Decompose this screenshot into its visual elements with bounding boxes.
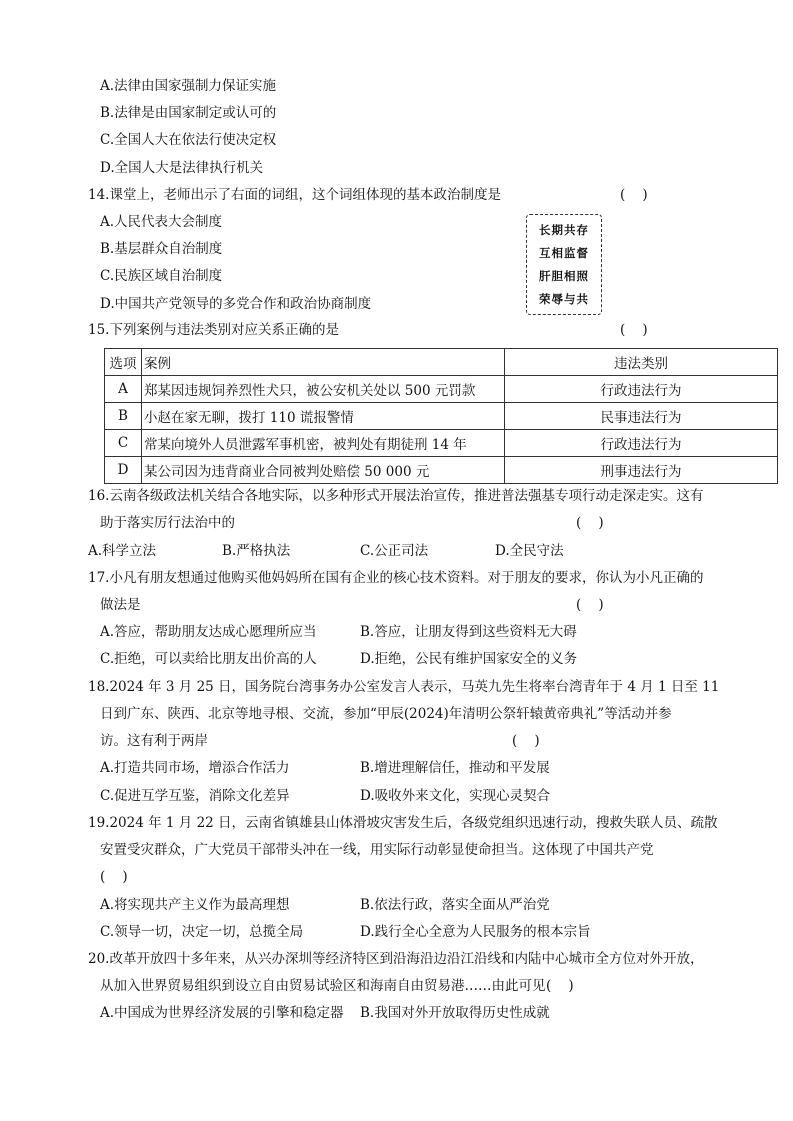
q17-option-a: A.答应，帮助朋友达成心愿理所应当 — [100, 624, 317, 640]
table-row — [105, 403, 778, 430]
q13-option-a: A.法律由国家强制力保证实施 — [100, 78, 277, 94]
q18-option-c: C.促进互学互鉴，消除文化差异 — [100, 788, 290, 804]
q15-stem: 15.下列案例与违法类别对应关系正确的是 — [88, 322, 339, 338]
table-header-row — [105, 349, 778, 376]
q17-option-c: C.拒绝，可以卖给比朋友出价高的人 — [100, 651, 317, 667]
row-category: 民事违法行为 — [505, 403, 778, 430]
q19-answer-paren: ( ) — [100, 869, 128, 885]
q16-answer-paren: ( ) — [576, 515, 604, 531]
q16-stem-line2: 助于落实厉行法治中的 — [100, 515, 235, 531]
q17-option-d: D.拒绝，公民有维护国家安全的义务 — [360, 651, 578, 667]
q20-option-a: A.中国成为世界经济发展的引擎和稳定器 — [100, 1005, 344, 1021]
q17-option-b: B.答应，让朋友得到这些资料无大碍 — [360, 624, 577, 640]
q19-option-d: D.践行全心全意为人民服务的根本宗旨 — [360, 924, 591, 940]
row-option: D — [105, 457, 142, 484]
q19-option-c: C.领导一切，决定一切，总揽全局 — [100, 924, 304, 940]
phrase-2: 互相监督 — [539, 246, 589, 260]
table-row — [105, 376, 778, 403]
q20-option-b: B.我国对外开放取得历史性成就 — [360, 1005, 550, 1021]
row-category: 行政违法行为 — [505, 430, 778, 457]
row-case: 小赵在家无聊，拨打 110 谎报警情 — [142, 403, 505, 430]
q17-answer-paren: ( ) — [576, 597, 604, 613]
q20-stem-line1: 20.改革开放四十多年来，从兴办深圳等经济特区到沿海沿边沿江沿线和内陆中心城市全方位对外开放， — [88, 951, 704, 967]
header-case: 案例 — [142, 349, 505, 376]
q14-stem: 14.课堂上，老师出示了右面的词组，这个词组体现的基本政治制度是 — [88, 187, 501, 203]
q16-option-c: C.公正司法 — [360, 543, 429, 559]
q18-option-b: B.增进理解信任，推动和平发展 — [360, 760, 550, 776]
q14-answer-paren: ( ) — [620, 187, 648, 203]
q16-option-b: B.严格执法 — [222, 543, 291, 559]
row-category: 刑事违法行为 — [505, 457, 778, 484]
q13-option-d: D.全国人大是法律执行机关 — [100, 160, 264, 176]
header-option: 选项 — [105, 349, 142, 376]
q20-answer-paren: ( ) — [546, 978, 574, 994]
row-case: 常某向境外人员泄露军事机密，被判处有期徒刑 14 年 — [142, 430, 505, 457]
q19-stem-line2: 安置受灾群众，广大党员干部带头冲在一线，用实际行动彰显使命担当。这体现了中国共产党 — [100, 842, 654, 858]
q16-option-d: D.全民守法 — [495, 543, 564, 559]
q19-stem-line1: 19.2024 年 1 月 22 日，云南省镇雄县山体滑坡灾害发生后，各级党组织迅速行动，搜救失联人员、疏散 — [88, 815, 718, 831]
q14-phrase-box — [526, 214, 602, 315]
q16-stem-line1: 16.云南各级政法机关结合各地实际，以多种形式开展法治宣传，推进普法强基专项行动走深走实。这有 — [88, 488, 704, 504]
row-case: 郑某因违规饲养烈性犬只，被公安机关处以 500 元罚款 — [142, 376, 505, 403]
q20-stem-line2: 从加入世界贸易组织到设立自由贸易试验区和海南自由贸易港……由此可见 — [100, 978, 546, 994]
q14-option-d: D.中国共产党领导的多党合作和政治协商制度 — [100, 296, 372, 312]
q14-option-b: B.基层群众自治制度 — [100, 241, 223, 257]
q18-stem-line3: 访。这有利于两岸 — [100, 733, 208, 749]
q19-option-a: A.将实现共产主义作为最高理想 — [100, 897, 290, 913]
q14-option-c: C.民族区域自治制度 — [100, 268, 223, 284]
q13-option-b: B.法律是由国家制定或认可的 — [100, 105, 277, 121]
q17-stem-line1: 17.小凡有朋友想通过他购买他妈妈所在国有企业的核心技术资料。对于朋友的要求，你认为小凡正确的 — [88, 570, 704, 586]
q18-stem-line1: 18.2024 年 3 月 25 日，国务院台湾事务办公室发言人表示，马英九先生将率台湾青年于 4 月 1 日至 11 — [88, 679, 720, 695]
table-row — [105, 430, 778, 457]
q13-option-c: C.全国人大在依法行使决定权 — [100, 132, 277, 148]
row-option: A — [105, 376, 142, 403]
phrase-4: 荣辱与共 — [539, 292, 589, 306]
q19-option-b: B.依法行政，落实全面从严治党 — [360, 897, 550, 913]
q15-table — [104, 348, 778, 484]
q17-stem-line2: 做法是 — [100, 597, 141, 613]
header-category: 违法类别 — [505, 349, 778, 376]
q18-option-d: D.吸收外来文化，实现心灵契合 — [360, 788, 551, 804]
row-case: 某公司因为违背商业合同被判处赔偿 50 000 元 — [142, 457, 505, 484]
q16-option-a: A.科学立法 — [88, 543, 157, 559]
row-option: C — [105, 430, 142, 457]
q15-answer-paren: ( ) — [620, 322, 648, 338]
q18-option-a: A.打造共同市场，增添合作活力 — [100, 760, 290, 776]
q18-stem-line2: 日到广东、陕西、北京等地寻根、交流，参加“甲辰(2024)年清明公祭轩辕黄帝典礼”等活动并参 — [100, 706, 672, 722]
row-category: 行政违法行为 — [505, 376, 778, 403]
phrase-3: 肝胆相照 — [539, 269, 589, 283]
q14-option-a: A.人民代表大会制度 — [100, 214, 223, 230]
table-row — [105, 457, 778, 484]
phrase-1: 长期共存 — [539, 223, 589, 237]
q18-answer-paren: ( ) — [512, 733, 540, 749]
row-option: B — [105, 403, 142, 430]
